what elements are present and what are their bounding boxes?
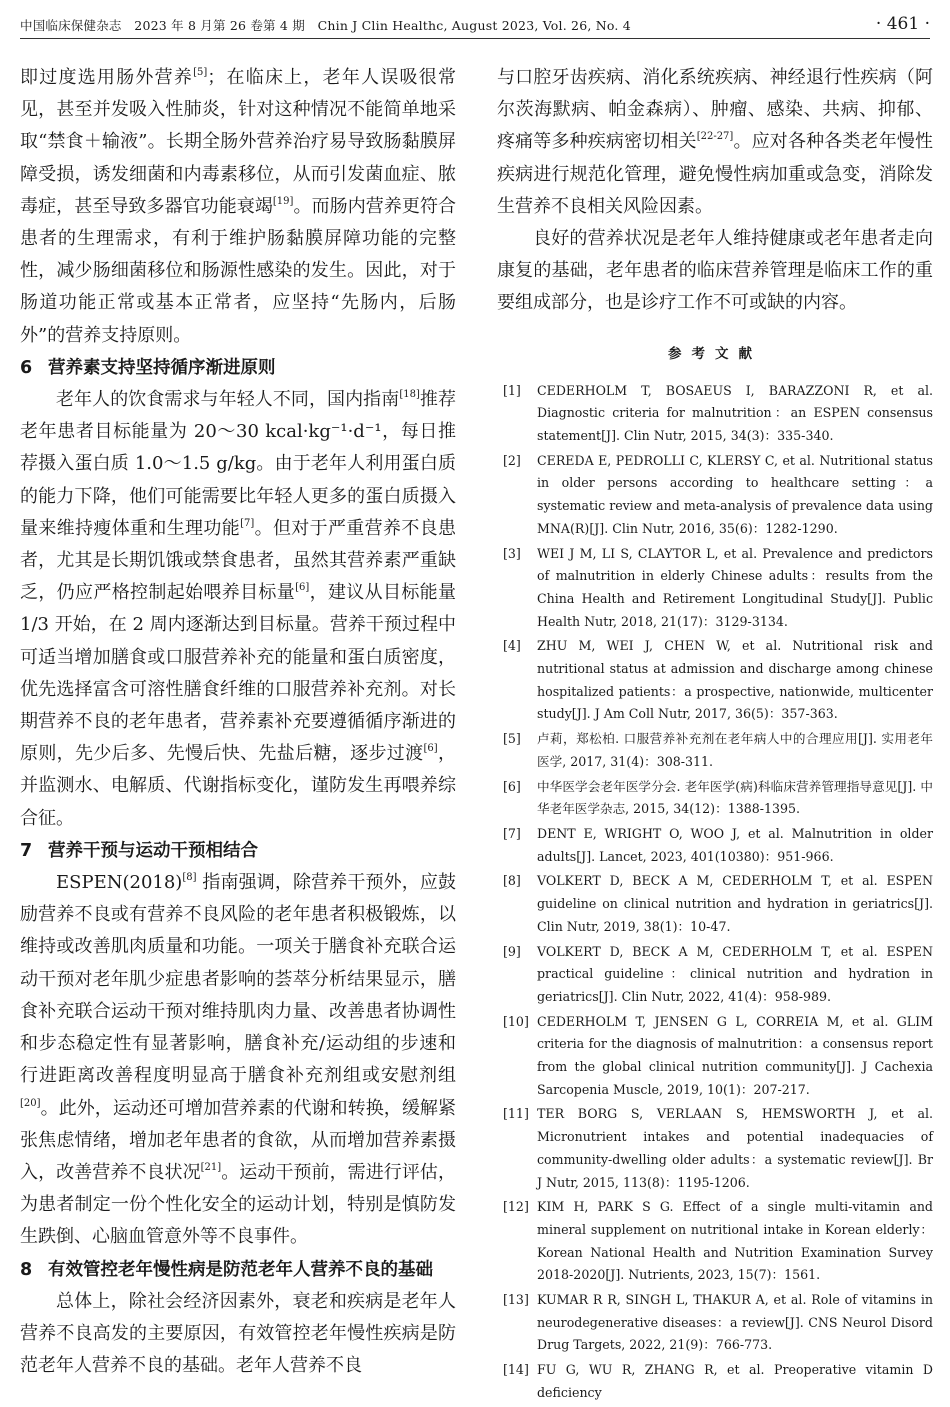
citation-marker: [20] [20,1097,41,1109]
reference-item: [6] 中华医学会老年医学分会. 老年医学(病)科临床营养管理指导意见[J]. 中华老年医学杂志, 2015, 34(12)：1388-1395. [503,778,933,817]
citation-marker: [19] [272,195,294,207]
reference-item: [8] VOLKERT D, BECK A M, CEDERHOLM T, et al. ESPEN guideline on clinical nutrition and hydration in geriatrics[J]. Clin Nutr, 2019, 38(1)：10-47. [503,873,933,934]
paragraph: 即过度选用肠外营养[5]；在临床上，老年人误吸很常见，甚至并发吸入性肺炎，针对这种情况不能简单地采取“禁食＋输液”。长期全肠外营养治疗易导致肠黏膜屏障受损，诱发细菌和内毒素移位，从而引发菌血症、脓毒症，甚至导致多器官功能衰竭[19]。而肠内营养更符合患者的生理需求，有利于维护肠黏膜屏障功能的完整性，减少肠细菌移位和肠源性感染的发生。因此，对于肠道功能正常或基本正常者，应坚持“先肠内，后肠外”的营养支持原则。 [20,67,457,346]
section-heading-6: 6 营养素支持坚持循序渐进原则 [20,357,276,378]
citation-marker: [7] [240,517,255,529]
reference-item: [10] CEDERHOLM T, JENSEN G L, CORREIA M, et al. GLIM criteria for the diagnosis of malnutrition：a consensus report from the global clinical nutrition community[J]. J Cachexia Sarcopenia Muscle, 2019, 10(1)：207-217. [503,1013,933,1097]
citation-marker: [6] [423,743,438,755]
reference-list [497,380,933,1405]
paragraph: 总体上，除社会经济因素外，衰老和疾病是老年人营养不良高发的主要原因，有效管控老年慢性疾病是防范老年人营养不良的基础。老年人营养不良 [20,1290,456,1377]
paragraph: 良好的营养状况是老年人维持健康或老年患者走向康复的基础，老年患者的临床营养管理是临床工作的重要组成部分，也是诊疗工作不可或缺的内容。 [497,228,933,314]
reference-item: [12] KIM H, PARK S G. Effect of a single multi-vitamin and mineral supplement on nutritional intake in Korean elderly：Korean National Health and Nutrition Examination Survey 2018-2020[J]. Nutrients, 2023, 15(7)：1561. [503,1199,933,1283]
reference-item: [4] ZHU M, WEI J, CHEN W, et al. Nutritional risk and nutritional status at admission and discharge among chinese hospitalized patients：a prospective, nationwide, multicenter study[J]. J Am Coll Nutr, 2017, 36(5)：357-363. [503,638,933,722]
citation-marker: [18] [399,389,420,401]
citation-marker: [5] [193,67,208,78]
references-heading: 参考文献 [668,345,762,362]
citation-marker: [22-27] [696,131,734,143]
paragraph: 与口腔牙齿疾病、消化系统疾病、神经退行性疾病（阿尔茨海默病、帕金森病）、肿瘤、感染、共病、抑郁、疼痛等多种疾病密切相关[22-27]。应对各种各类老年慢性疾病进行规范化管理，避免慢性病加重或急变，消除发生营养不良相关风险因素。 [497,67,934,217]
reference-item: [1] CEDERHOLM T, BOSAEUS I, BARAZZONI R, et al. Diagnostic criteria for malnutrition：an ESPEN consensus statement[J]. Clin Nutr, 2015, 34(3)：335-340. [503,382,933,444]
reference-item: [2] CEREDA E, PEDROLLI C, KLERSY C, et al. Nutritional status in older persons according to healthcare setting：a systematic review and meta-analysis of prevalence data using MNA(R)[J]. Clin Nutr, 2016, 35(6)：1282-1290. [503,452,933,536]
paragraph: 老年人的饮食需求与年轻人不同，国内指南[18]推荐老年患者目标能量为 20～30 kcal·kg⁻¹·d⁻¹，每日推荐摄入蛋白质 1.0～1.5 g/kg。由于老年人利用蛋白质的能力下降，他们可能需要比年轻人更多的蛋白质摄入量来维持瘦体重和生理功能[7]。但对于严重营养不良患者，尤其是长期饥饿或禁食患者，虽然其营养素严重缺乏，仍应严格控制起始喂养目标量[6]，建议从目标能量 1/3 开始，在 2 周内逐渐达到目标量。营养干预过程中可适当增加膳食或口服营养补充的能量和蛋白质密度，优先选择富含可溶性膳食纤维的口服营养补充剂。对长期营养不良的老年患者，营养素补充要遵循循序渐进的原则，先少后多、先慢后快、先盐后糖，逐步过渡[6]，并监测水、电解质、代谢指标变化，谨防发生再喂养综合征。 [20,389,457,829]
citation-marker: [21] [200,1161,222,1173]
paragraph: ESPEN(2018)[8] 指南强调，除营养干预外，应鼓励营养不良或有营养不良风险的老年患者积极锻炼，以维持或改善肌肉质量和功能。一项关于膳食补充联合运动干预对老年肌少症患者影响的荟萃分析结果显示，膳食补充联合运动干预对维持肌肉力量、改善患者协调性和步态稳定性有显著影响，膳食补充/运动组的步速和行进距离改善程度明显高于膳食补充剂组或安慰剂组[20]。此外，运动还可增加营养素的代谢和转换，缓解紧张焦虑情绪，增加老年患者的食欲，从而增加营养素摄入，改善营养不良状况[21]。运动干预前，需进行评估，为患者制定一份个性化安全的运动计划，特别是慎防发生跌倒、心脑血管意外等不良事件。 [20,872,457,1248]
reference-item: [5] 卢莉，郑松柏. 口服营养补充剂在老年病人中的合理应用[J]. 实用老年医学, 2017, 31(4)：308-311. [503,731,933,769]
citation-marker: [6] [295,582,310,594]
journal-header: 中国临床保健杂志 2023 年 8 月第 26 卷第 4 期 Chin J Clin Healthc, August 2023, Vol. 26, No. 4 [20,18,631,33]
reference-item: [14] FU G, WU R, ZHANG R, et al. Preoperative vitamin D deficiency [503,1362,933,1400]
left-column [20,62,456,1382]
reference-item: [13] KUMAR R R, SINGH L, THAKUR A, et al. Role of vitamins in neurodegenerative diseases：a review[J]. CNS Neurol Disord Drug Targets, 2022, 21(9)：766-773. [503,1292,933,1353]
section-heading-7: 7 营养干预与运动干预相结合 [20,840,258,861]
citation-marker: [8] [182,872,197,884]
right-column [497,62,933,1407]
page-number: · 461 · [875,14,930,34]
reference-item: [7] DENT E, WRIGHT O, WOO J, et al. Malnutrition in older adults[J]. Lancet, 2023, 401(10380)：951-966. [503,825,933,864]
reference-item: [3] WEI J M, LI S, CLAYTOR L, et al. Prevalence and predictors of malnutrition in elderly Chinese adults：results from the China Health and Retirement Longitudinal Study[J]. Public Health Nutr, 2018, 21(17)：3129-3134. [503,545,933,629]
section-heading-8: 8 有效管控老年慢性病是防范老年人营养不良的基础 [20,1259,433,1280]
running-header [20,14,930,39]
reference-item: [11] TER BORG S, VERLAAN S, HEMSWORTH J, et al. Micronutrient intakes and potential inadequacies of community-dwelling older adults：a systematic review[J]. Br J Nutr, 2015, 113(8)：1195-1206. [503,1106,933,1190]
reference-item: [9] VOLKERT D, BECK A M, CEDERHOLM T, et al. ESPEN practical guideline：clinical nutrition and hydration in geriatrics[J]. Clin Nutr, 2022, 41(4)：958-989. [503,943,933,1004]
